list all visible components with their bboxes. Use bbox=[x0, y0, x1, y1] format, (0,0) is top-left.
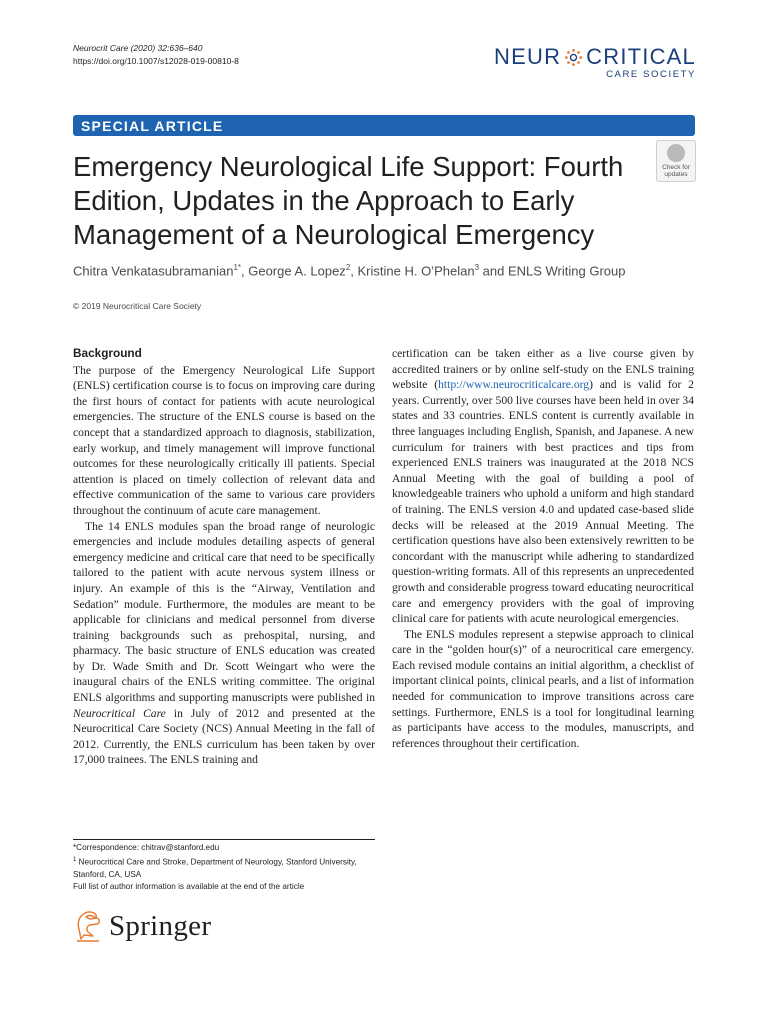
society-logo bbox=[494, 44, 696, 80]
publisher-name: Springer bbox=[109, 909, 212, 942]
author-name[interactable]: ENLS Writing Group bbox=[507, 263, 626, 279]
update-icon bbox=[667, 144, 685, 162]
affiliation-text: Neurocritical Care and Stroke, Department of Neurology, Stanford University, Stanford, CA, USA bbox=[73, 857, 357, 879]
badge-line1: Check for bbox=[662, 164, 690, 171]
journal-citation: Neurocrit Care (2020) 32:636–640 bbox=[73, 43, 203, 53]
paragraph: The purpose of the Emergency Neurological Life Support (ENLS) certification course is to focus on improving care during the first hours of contact for patients with acute neurological emergencies. The structure of the ENLS course is based on the concept that a standardized approach to diagnosis, stabilization, early workup, and timely management will improve functional outcomes for these neurologically critically ill patients. Special attention is placed on timely collection of relevant data and effective communication of the same to various care providers throughout the continuum of acute care management. bbox=[73, 363, 375, 517]
logo-subtitle: CARE SOCIETY bbox=[606, 69, 696, 80]
logo-text-left: NEUR bbox=[494, 44, 562, 69]
affiliation-note bbox=[73, 854, 375, 881]
logo-text-right: CRITICAL bbox=[586, 44, 696, 69]
body-column-right bbox=[392, 346, 694, 751]
author-affiliation: 1* bbox=[233, 263, 241, 272]
section-label: SPECIAL ARTICLE bbox=[81, 118, 224, 134]
paragraph: The ENLS modules represent a stepwise approach to clinical care in the “golden hour(s)” of a neurocritical care emergency. Each revised module contains an initial algorithm, a checklist of important clinical points, clinical pearls, and a list of information needed for communication to improve transitions across care settings. Furthermore, ENLS is a tool for longitudinal learning as participants have access to the modules, manuscripts, and references throughout their certification. bbox=[392, 627, 694, 750]
section-heading: Background bbox=[73, 346, 142, 360]
badge-line2: updates bbox=[664, 171, 688, 178]
paragraph-text: ) and is valid for 2 years. Currently, over 500 live courses have been held in over 34 states and 33 countries. ENLS content is currently available in three languages including English, Spanish, and Japanese. A new curriculum for trainers with best practices and tips from experienced ENLS trainers was inaugurated at the 2018 NCS Annual Meeting with the goal of building a pool of knowledgeable trainers who uphold a uniform and high standard of training. The ENLS version 4.0 and updated case-based slide decks will be released at the 2019 Annual Meeting. The certification questions have also been extensively rewritten to be concordant with the manuscript while adhering to standardized question-writing formats. All of this represents an unprecedented growth and considerable progress toward educating neurocritical care and emergency providers with the goal of improving clinical care for patients with acute neurological emergencies. bbox=[392, 378, 694, 626]
copyright-notice: © 2019 Neurocritical Care Society bbox=[73, 301, 202, 311]
author-separator: , bbox=[350, 263, 358, 279]
correspondence-note[interactable]: *Correspondence: chitrav@stanford.edu bbox=[73, 843, 220, 852]
journal-name-italic: Neurocritical Care bbox=[73, 706, 166, 720]
publisher-logo bbox=[73, 909, 211, 943]
author-list bbox=[73, 263, 625, 278]
author-name[interactable]: Chitra Venkatasubramanian bbox=[73, 263, 234, 279]
article-title: Emergency Neurological Life Support: Fourth Edition, Updates in the Approach to Early Management of a Neurological Emergency bbox=[73, 151, 624, 250]
paragraph bbox=[73, 519, 375, 769]
author-separator: and bbox=[479, 263, 508, 279]
check-for-updates-badge[interactable] bbox=[656, 140, 696, 182]
springer-horse-icon bbox=[73, 909, 103, 943]
affiliation-number: 1 bbox=[73, 857, 77, 863]
author-name[interactable]: Kristine H. O’Phelan bbox=[357, 263, 475, 279]
neuron-wheel-icon bbox=[564, 48, 583, 67]
author-affiliation: 2 bbox=[345, 263, 351, 272]
footnotes bbox=[73, 842, 375, 893]
footnote-divider bbox=[73, 839, 375, 840]
journal-meta bbox=[73, 42, 239, 68]
paragraph-text: certification can be taken either as a live course given by accredited trainers or by online self-study on the ENLS training website ( bbox=[392, 347, 694, 392]
paragraph-text: The 14 ENLS modules span the broad range of neurologic emergencies and include modules detailing aspects of general emergency medicine and critical care that need to be specifically tailored to the patient with acute nervous system illness or injury. An example of this is the “Airway, Ventilation and Sedation” module. Furthermore, the modules are meant to be applicable for clinicians and medical personnel from diverse training backgrounds such as prehospital, nursing, and pharmacy. The basic structure of ENLS education was created by Dr. Wade Smith and Dr. Scott Weingart who were the inaugural chairs of the ENLS writing committee. The original ENLS algorithms and supporting manuscripts were published in bbox=[73, 519, 375, 705]
author-name[interactable]: George A. Lopez bbox=[248, 263, 346, 279]
author-info-note: Full list of author information is available at the end of the article bbox=[73, 881, 305, 891]
paragraph bbox=[392, 346, 694, 627]
doi-link[interactable]: https://doi.org/10.1007/s12028-019-00810-8 bbox=[73, 56, 239, 66]
author-separator: , bbox=[241, 263, 249, 279]
body-column-left bbox=[73, 346, 375, 768]
paragraph-text: in July of 2012 and presented at the Neurocritical Care Society (NCS) Annual Meeting in the fall of 2012. Currently, the ENLS curriculum has been taken by over 17,000 trainees. The ENLS training and bbox=[73, 706, 375, 767]
website-link[interactable]: http://www.neurocriticalcare.org bbox=[438, 378, 590, 392]
author-affiliation: 3 bbox=[474, 263, 480, 272]
